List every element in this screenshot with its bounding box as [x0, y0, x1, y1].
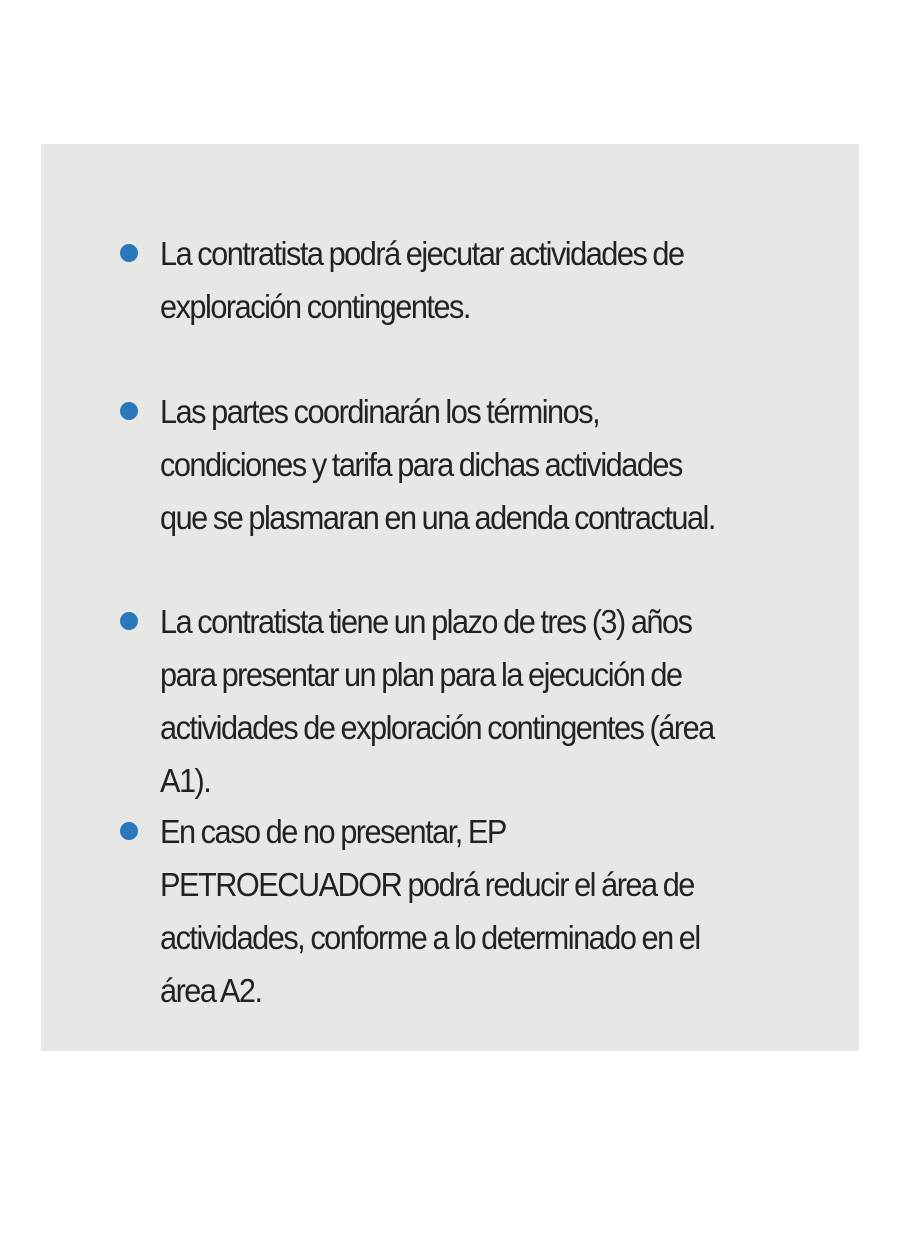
bullet-dot-icon: [120, 402, 138, 420]
bullet-dot-icon: [120, 244, 138, 262]
list-item-text: En caso de no presentar, EP PETROECUADOR podrá reducir el área de actividades, conforme a lo determinado en el área A2.: [160, 813, 700, 1009]
list-item-text: La contratista podrá ejecutar actividades de exploración contingentes.: [160, 235, 684, 325]
list-item-text: Las partes coordinarán los términos, condiciones y tarifa para dichas actividades que se plasmaran en una adenda contractual.: [160, 393, 715, 536]
list-item-text: La contratista tiene un plazo de tres (3) años para presentar un plan para la ejecución de actividades de exploración contingentes (área A1).: [160, 603, 714, 799]
bullet-dot-icon: [120, 612, 138, 630]
bullet-dot-icon: [120, 822, 138, 840]
info-panel: [41, 144, 859, 1051]
